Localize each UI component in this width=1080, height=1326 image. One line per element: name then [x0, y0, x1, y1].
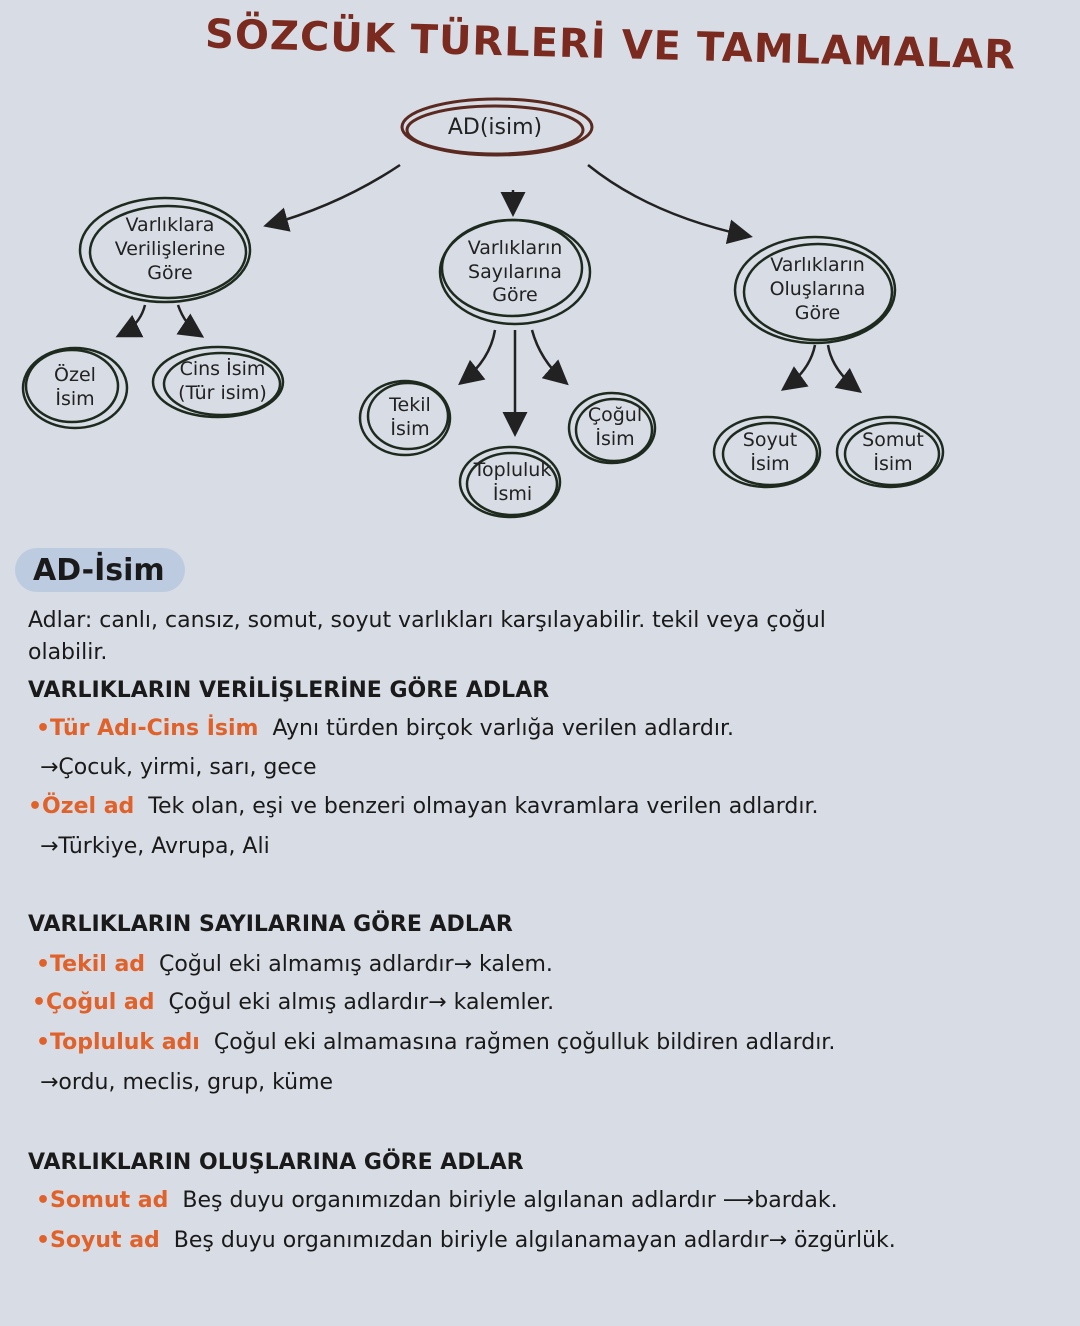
definition: Çoğul eki almamış adlardır→ kalem. — [159, 952, 553, 977]
section-heading: AD-İsim — [15, 548, 185, 592]
item-ozel-ad — [28, 794, 819, 819]
node-oluslarina: Varlıkların Oluşlarına Göre — [769, 254, 866, 324]
example: →Çocuk, yirmi, sarı, gece — [40, 755, 317, 780]
item-topluluk-adi — [36, 1030, 835, 1055]
node-topluluk-ismi: Topluluk İsmi — [473, 458, 552, 505]
definition: Tek olan, eşi ve benzeri olmayan kavramlara verilen adlardır. — [148, 794, 819, 819]
node-sayilarina: Varlıkların Sayılarına Göre — [467, 236, 563, 307]
definition: Çoğul eki almış adlardır→ kalemler. — [168, 990, 555, 1015]
example: →Türkiye, Avrupa, Ali — [40, 834, 270, 859]
term: •Soyut ad — [36, 1228, 160, 1253]
example: →ordu, meclis, grup, küme — [40, 1070, 334, 1095]
node-cogul-isim: Çoğul İsim — [587, 403, 643, 450]
node-tekil-isim: Tekil İsim — [389, 393, 431, 440]
term: •Topluluk adı — [36, 1030, 200, 1055]
term: •Çoğul ad — [32, 990, 155, 1015]
node-root: AD(isim) — [447, 114, 543, 140]
term: •Özel ad — [28, 794, 135, 819]
term: •Somut ad — [36, 1188, 169, 1213]
heading-oluslarina: VARLIKLARIN OLUŞLARINA GÖRE ADLAR — [28, 1150, 524, 1175]
node-somut-isim: Somut İsim — [862, 428, 924, 475]
item-soyut-ad — [36, 1228, 896, 1253]
definition: Aynı türden birçok varlığa verilen adlardır. — [272, 716, 734, 741]
heading-verilislerine: VARLIKLARIN VERİLİŞLERİNE GÖRE ADLAR — [28, 678, 550, 703]
definition: Beş duyu organımızdan biriyle algılanan adlardır ⟶bardak. — [182, 1188, 838, 1213]
item-tekil-ad — [36, 952, 553, 977]
intro-line-2: olabilir. — [28, 640, 108, 665]
item-cogul-ad — [32, 990, 554, 1015]
page-title: SÖZCÜK TÜRLERİ VE TAMLAMALAR — [204, 11, 1017, 79]
node-cins-isim: Cins İsim (Tür isim) — [178, 358, 267, 404]
node-soyut-isim: Soyut İsim — [742, 428, 798, 475]
node-ozel-isim: Özel İsim — [54, 363, 96, 410]
intro-line-1: Adlar: canlı, cansız, somut, soyut varlıkları karşılayabilir. tekil veya çoğul — [28, 608, 826, 633]
definition: Çoğul eki almamasına rağmen çoğulluk bildiren adlardır. — [213, 1030, 836, 1055]
term: •Tür Adı-Cins İsim — [36, 716, 259, 741]
term: •Tekil ad — [36, 952, 146, 977]
item-somut-ad — [36, 1188, 838, 1213]
item-cins-isim — [36, 716, 734, 741]
heading-sayilarina: VARLIKLARIN SAYILARINA GÖRE ADLAR — [28, 912, 513, 937]
node-verilislerine: Varlıklara Verilişlerine Göre — [114, 214, 226, 284]
definition: Beş duyu organımızdan biriyle algılanamayan adlardır→ özgürlük. — [173, 1228, 896, 1253]
